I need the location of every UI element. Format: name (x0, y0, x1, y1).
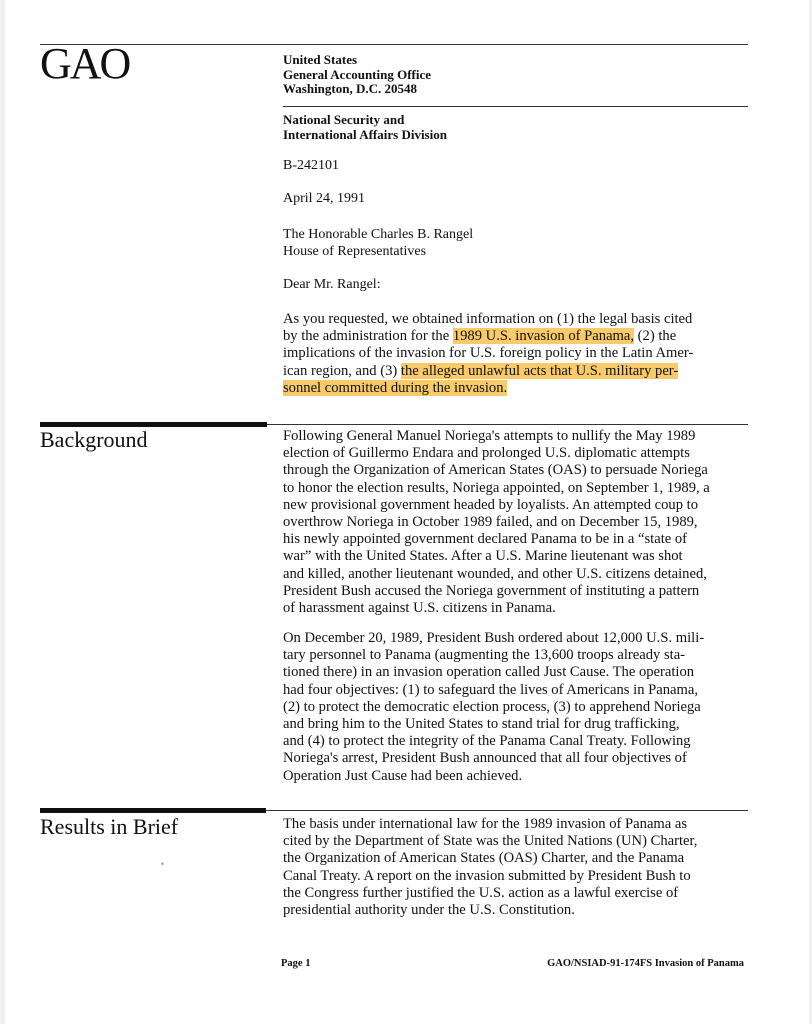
page-edge-left (0, 0, 5, 1024)
text-line: On December 20, 1989, President Bush ordered about 12,000 U.S. mili- (283, 630, 705, 646)
text-line (283, 328, 753, 345)
addressee (283, 227, 473, 260)
text-line: overthrow Noriega in October 1989 failed, and on December 15, 1989, (283, 514, 698, 531)
text-line: Noriega's arrest, President Bush announced that all four objectives of (283, 750, 687, 767)
text-line: The basis under international law for the 1989 invasion of Panama as (283, 816, 688, 832)
text-line: the Congress further justified the U.S. action as a lawful exercise of (283, 884, 679, 901)
section-heading-background: Background (40, 427, 148, 452)
text-run: (2) the (634, 328, 677, 345)
text-line: cited by the Department of State was the United Nations (UN) Charter, (283, 833, 698, 850)
text-line: and (4) to protect the integrity of the Panama Canal Treaty. Following (283, 733, 691, 750)
division-line: National Security and (283, 112, 405, 127)
section-rule-thin (266, 810, 748, 811)
text-line: new provisional government headed by loyalists. An attempted coup to (283, 496, 699, 513)
highlight-unlawful-acts[interactable]: the alleged unlawful acts that U.S. military per- (400, 362, 679, 379)
footer-report-id: GAO/NSIAD-91-174FS Invasion of Panama (547, 958, 744, 969)
section-heading-results: Results in Brief (40, 814, 179, 839)
org-address (283, 53, 431, 97)
text-line: and bring him to the United States to stand trial for drug trafficking, (283, 716, 680, 733)
text-line: President Bush accused the Noriega government of instituting a pattern (283, 582, 700, 599)
addressee-line: The Honorable Charles B. Rangel (283, 227, 474, 242)
text-line: Canal Treaty. A report on the invasion submitted by President Bush to (283, 867, 691, 884)
text-line: and killed, another lieutenant wounded, and other U.S. citizens detained, (283, 565, 707, 582)
text-line: tioned there) in an invasion operation called Just Cause. The operation (283, 664, 695, 681)
org-line: General Accounting Office (283, 66, 432, 82)
results-paragraph (283, 816, 753, 919)
text-line: As you requested, we obtained information on (1) the legal basis cited (283, 311, 693, 327)
org-line: United States (283, 52, 358, 67)
division-rule (283, 106, 748, 107)
text-line: to honor the election results, Noriega appointed, on September 1, 1989, a (283, 479, 710, 496)
highlight-invasion[interactable]: 1989 U.S. invasion of Panama, (452, 328, 635, 345)
text-line: Operation Just Cause had been achieved. (283, 767, 523, 784)
salutation: Dear Mr. Rangel: (283, 277, 381, 292)
top-rule (40, 44, 748, 45)
text-line: presidential authority under the U.S. Constitution. (283, 902, 575, 919)
section-rule-thin (267, 424, 748, 425)
text-line: tary personnel to Panama (augmenting the 13,600 troops already sta- (283, 647, 686, 664)
text-line: his newly appointed government declared Panama to be in a “state of (283, 531, 688, 548)
division-line: International Affairs Division (283, 126, 447, 142)
file-number: B-242101 (283, 158, 339, 173)
text-line (283, 363, 753, 380)
intro-paragraph (283, 311, 753, 397)
text-line: of harassment against U.S. citizens in Panama. (283, 600, 556, 617)
text-line: implications of the invasion for U.S. foreign policy in the Latin Amer- (283, 345, 694, 362)
org-line: Washington, D.C. 20548 (283, 81, 417, 96)
scan-speck: • (160, 860, 165, 869)
division-name (283, 113, 447, 142)
text-line: had four objectives: (1) to safeguard the lives of Americans in Panama, (283, 681, 698, 698)
text-line: the Organization of American States (OAS) Charter, and the Panama (283, 850, 685, 867)
section-rule-thick (40, 808, 266, 813)
highlight-unlawful-acts-cont[interactable]: sonnel committed during the invasion. (283, 379, 508, 396)
text-line: Following General Manuel Noriega's attempts to nullify the May 1989 (283, 428, 696, 444)
text-line: (2) to protect the democratic election process, (3) to apprehend Noriega (283, 698, 701, 715)
background-paragraph-1 (283, 428, 753, 617)
text-run: ican region, and (3) (283, 362, 401, 379)
text-line (283, 380, 753, 397)
gao-logo: GAO (40, 39, 130, 88)
letter-date: April 24, 1991 (283, 191, 366, 206)
text-run: by the administration for the (283, 328, 453, 345)
text-line: through the Organization of American States (OAS) to persuade Noriega (283, 462, 708, 479)
footer-page-number: Page 1 (281, 958, 311, 969)
text-line: war” with the United States. After a U.S. Marine lieutenant was shot (283, 548, 683, 565)
background-paragraph-2 (283, 630, 753, 785)
addressee-line: House of Representatives (283, 243, 427, 259)
text-line: election of Guillermo Endara and prolonged U.S. diplomatic attempts (283, 445, 690, 462)
